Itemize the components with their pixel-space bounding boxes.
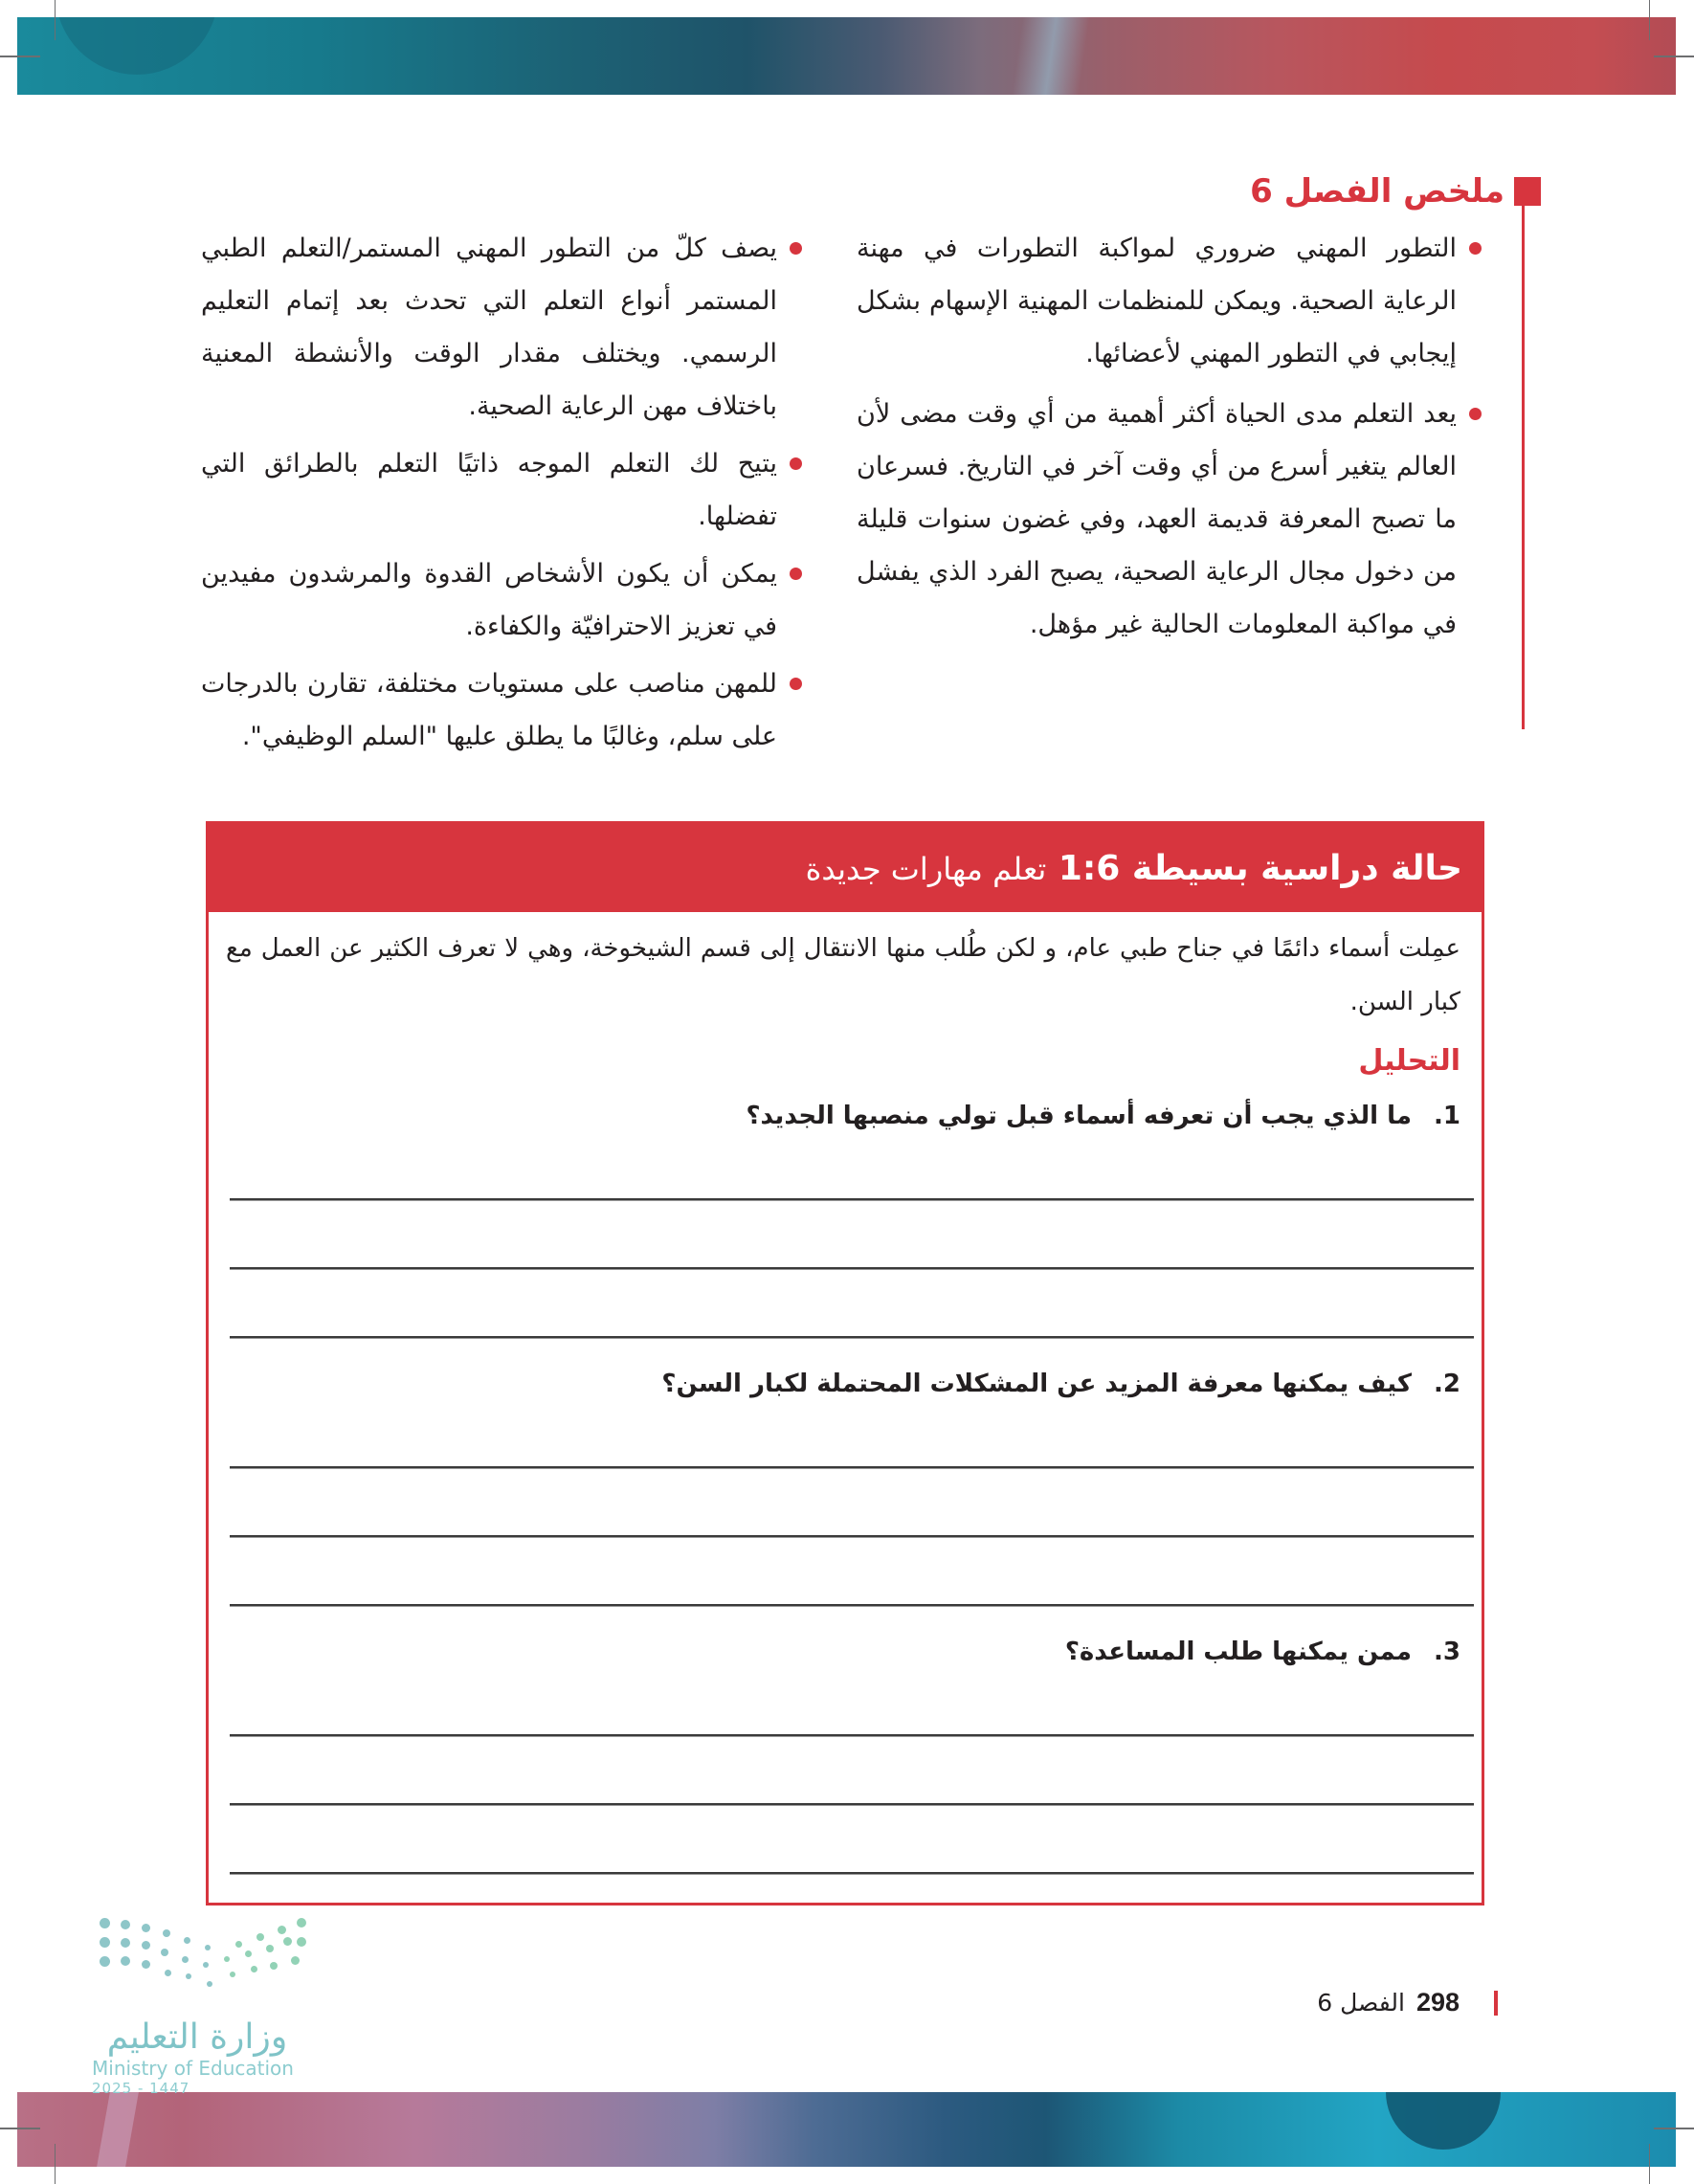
footer-accent-bar: [1494, 1991, 1498, 2016]
answer-line[interactable]: [230, 1267, 1474, 1270]
summary-bullet: [857, 222, 1483, 380]
summary-right-column: [857, 222, 1483, 658]
summary-bullet-text: التطور المهني ضروري لمواكبة التطورات في مهنة الرعاية الصحية. ويمكن للمنظمات المهنية الإسهام بشكل إيجابي في التطور المهني لأعضائها.: [857, 234, 1457, 368]
question-number: 2.: [1434, 1370, 1460, 1398]
case-study-title-sub: تعلم مهارات جديدة: [805, 850, 1047, 887]
question-text: كيف يمكنها معرفة المزيد عن المشكلات المحتملة لكبار السن؟: [661, 1370, 1412, 1398]
case-study-body: عمِلت أسماء دائمًا في جناح طبي عام، و لكن طُلب منها الانتقال إلى قسم الشيخوخة، وهي لا تعرف الكثير عن العمل مع كبار السن.: [226, 934, 1460, 1016]
answer-line[interactable]: [230, 1198, 1474, 1201]
crop-mark: [1649, 2144, 1650, 2184]
banner-light-stripe: [97, 2092, 139, 2167]
ministry-logo: [92, 1912, 302, 2097]
logo-dot: [205, 1945, 211, 1950]
logo-dot: [165, 1970, 171, 1976]
case-study-header: [209, 824, 1482, 912]
answer-line[interactable]: [230, 1803, 1474, 1806]
banner-dark-shape: [1386, 2092, 1501, 2150]
logo-dot: [256, 1933, 264, 1941]
logo-dot: [163, 1929, 170, 1937]
logo-dot: [207, 1981, 212, 1987]
summary-bullet: [201, 547, 804, 653]
answer-line[interactable]: [230, 1535, 1474, 1538]
logo-dot: [182, 1956, 189, 1963]
case-study-title: [806, 849, 1462, 888]
logo-dot: [100, 1937, 110, 1948]
banner-arc-shape: [56, 17, 218, 75]
heading-square-icon: [1514, 177, 1541, 206]
question-text: ممن يمكنها طلب المساعدة؟: [1064, 1638, 1412, 1666]
bullet-dot-icon: [1469, 242, 1482, 255]
logo-dot: [266, 1945, 274, 1952]
banner-glow-stripe: [1012, 17, 1089, 95]
chapter-summary-heading: [1250, 172, 1541, 211]
summary-bullet-text: يمكن أن يكون الأشخاص القدوة والمرشدون مفيدين في تعزيز الاحترافيّة والكفاءة.: [201, 559, 777, 641]
summary-bullet-text: للمهن مناصب على مستويات مختلفة، تقارن بالدرجات على سلم، وغالبًا ما يطلق عليها "السلم الوظيفي".: [201, 669, 777, 751]
question-text: ما الذي يجب أن تعرفه أسماء قبل تولي منصبها الجديد؟: [746, 1102, 1412, 1130]
crop-mark: [55, 0, 56, 40]
crop-mark: [1649, 0, 1650, 40]
answer-line[interactable]: [230, 1336, 1474, 1339]
question-number: 3.: [1434, 1638, 1460, 1666]
summary-divider-line: [1522, 201, 1525, 729]
logo-dot: [142, 1960, 150, 1969]
logo-dot: [186, 1973, 191, 1979]
summary-title: ملخص الفصل 6: [1250, 172, 1505, 211]
logo-dot: [121, 1956, 130, 1966]
logo-dot: [100, 1956, 110, 1967]
logo-dot: [291, 1956, 300, 1965]
question-3: [1065, 1638, 1460, 1666]
logo-dots-icon: [92, 1912, 302, 2004]
logo-year-text: 2025 - 1447: [92, 2080, 190, 2097]
logo-dot: [297, 1937, 306, 1947]
top-decorative-banner: [17, 17, 1676, 95]
summary-bullet-text: يتيح لك التعلم الموجه ذاتيًا التعلم بالطرائق التي تفضلها.: [201, 449, 777, 531]
analysis-heading: التحليل: [1358, 1044, 1460, 1078]
logo-dot: [283, 1937, 292, 1946]
crop-mark: [55, 2144, 56, 2184]
bottom-decorative-banner: [17, 2092, 1676, 2167]
logo-dot: [251, 1966, 257, 1972]
answer-line[interactable]: [230, 1466, 1474, 1469]
crop-mark: [0, 2128, 40, 2129]
case-study-box: [206, 821, 1484, 1905]
page-number: 298: [1415, 1988, 1460, 2017]
logo-english-text: Ministry of Education: [92, 2057, 294, 2080]
question-2: [661, 1370, 1460, 1398]
summary-bullet: [857, 388, 1483, 651]
logo-dot: [297, 1918, 306, 1928]
logo-arabic-text: وزارة التعليم: [106, 2017, 288, 2057]
crop-mark: [0, 56, 40, 57]
crop-mark: [1654, 2128, 1694, 2129]
bullet-dot-icon: [790, 242, 802, 255]
logo-dot: [100, 1918, 110, 1928]
logo-dot: [245, 1950, 252, 1957]
answer-line[interactable]: [230, 1604, 1474, 1607]
summary-bullet: [201, 222, 804, 433]
logo-dot: [278, 1926, 286, 1934]
logo-dot: [142, 1941, 150, 1950]
bullet-dot-icon: [790, 457, 802, 470]
summary-bullet: [201, 657, 804, 763]
summary-bullet-text: يعد التعلم مدى الحياة أكثر أهمية من أي وقت مضى لأن العالم يتغير أسرع من أي وقت آخر في التاريخ. فسرعان ما تصبح المعرفة قديمة العهد، وفي غضون سنوات قليلة من دخول مجال الرعاية الصحية، يصبح الفرد الذي يفشل في مواكبة المعلومات الحالية غير مؤهل.: [857, 399, 1457, 639]
logo-dot: [224, 1956, 230, 1962]
question-number: 1.: [1434, 1102, 1460, 1130]
logo-dot: [270, 1962, 278, 1970]
logo-dot: [142, 1924, 150, 1932]
bullet-dot-icon: [790, 678, 802, 690]
bullet-dot-icon: [790, 568, 802, 580]
logo-dot: [230, 1972, 235, 1977]
summary-bullet: [201, 437, 804, 543]
answer-line[interactable]: [230, 1734, 1474, 1737]
summary-bullet-text: يصف كلّ من التطور المهني المستمر/التعلم الطبي المستمر أنواع التعلم التي تحدث بعد إتمام التعليم الرسمي. ويختلف مقدار الوقت والأنشطة المعنية باختلاف مهن الرعاية الصحية.: [201, 234, 777, 421]
logo-dot: [121, 1938, 130, 1948]
logo-dot: [121, 1920, 130, 1929]
bullet-dot-icon: [1469, 408, 1482, 420]
chapter-label: الفصل 6: [1317, 1989, 1405, 2017]
page-footer: [1317, 1988, 1498, 2017]
logo-dot: [184, 1937, 190, 1944]
logo-dot: [235, 1941, 242, 1948]
summary-left-column: [201, 222, 804, 768]
logo-dot: [161, 1949, 168, 1956]
case-study-title-bold: حالة دراسية بسيطة 1:6: [1058, 848, 1462, 888]
question-1: [746, 1102, 1460, 1130]
crop-mark: [1654, 56, 1694, 57]
logo-dot: [203, 1962, 209, 1968]
answer-line[interactable]: [230, 1872, 1474, 1875]
